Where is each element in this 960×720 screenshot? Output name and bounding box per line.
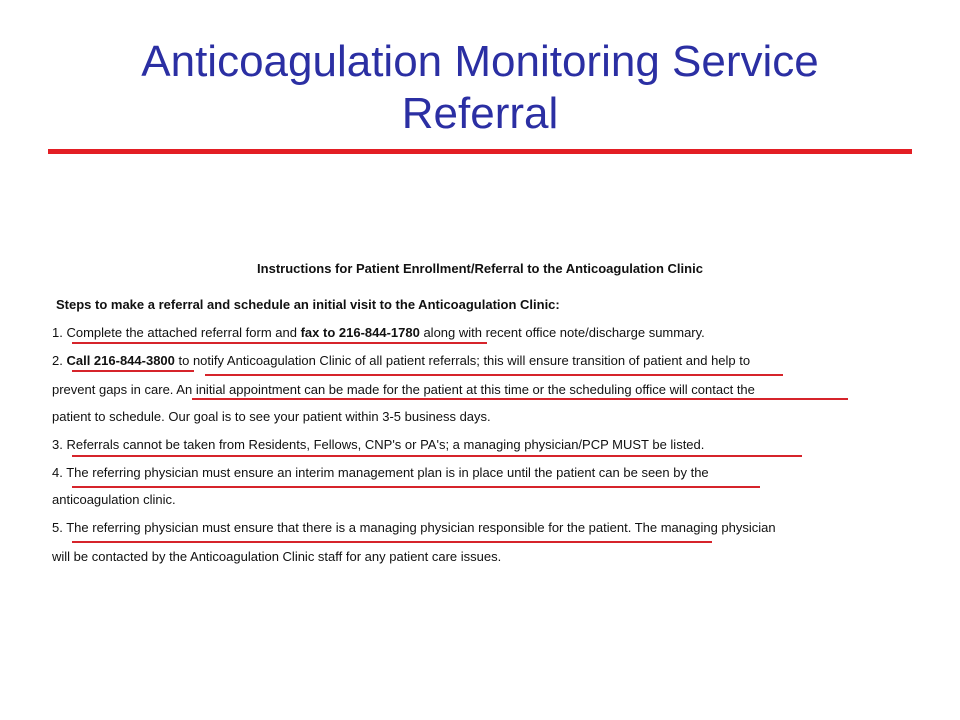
step-5-line-2: will be contacted by the Anticoagulation Clinic staff for any patient care issues.	[52, 549, 502, 564]
step-1-fax: fax to 216-844-1780	[300, 325, 420, 340]
step-4-number: 4.	[52, 465, 63, 480]
step-4-underline	[72, 486, 760, 488]
step-2	[52, 353, 750, 368]
step-1-number: 1.	[52, 325, 63, 340]
step-2-call-underline	[72, 370, 194, 372]
step-1-text: Complete the attached referral form and	[66, 325, 301, 340]
step-2-underline	[205, 374, 783, 376]
slide-title: Anticoagulation Monitoring Service Referral	[141, 37, 819, 138]
step-5-number: 5.	[52, 520, 63, 535]
step-5-underline	[72, 541, 712, 543]
step-5	[52, 520, 776, 535]
step-3	[52, 437, 704, 452]
step-3-text: Referrals cannot be taken from Residents, Fellows, CNP's or PA's; a managing physician/PCP MUST be listed.	[66, 437, 705, 452]
step-4-text: The referring physician must ensure an interim management plan is in place until the patient can be seen by the	[66, 465, 709, 480]
document-heading: Instructions for Patient Enrollment/Referral to the Anticoagulation Clinic	[257, 261, 703, 276]
step-5-text: The referring physician must ensure that there is a managing physician responsible for the patient. The managing physician	[66, 520, 776, 535]
step-2-text: to notify Anticoagulation Clinic of all patient referrals; this will ensure transition of patient and help to	[174, 353, 751, 368]
steps-heading: Steps to make a referral and schedule an initial visit to the Anticoagulation Clinic:	[56, 297, 560, 312]
step-2-call: Call 216-844-3800	[66, 353, 175, 368]
step-2-line-2-underline	[192, 398, 848, 400]
step-2-line-2: prevent gaps in care. An initial appointment can be made for the patient at this time or the scheduling office will contact the	[52, 382, 755, 397]
step-1-underline	[72, 342, 487, 344]
step-3-number: 3.	[52, 437, 63, 452]
step-1	[52, 325, 705, 340]
step-3-underline	[72, 455, 802, 457]
step-2-line-3: patient to schedule. Our goal is to see your patient within 3-5 business days.	[52, 409, 491, 424]
step-4	[52, 465, 709, 480]
step-4-line-2: anticoagulation clinic.	[52, 492, 176, 507]
step-2-number: 2.	[52, 353, 63, 368]
step-1-text-end: along with recent office note/discharge summary.	[419, 325, 705, 340]
